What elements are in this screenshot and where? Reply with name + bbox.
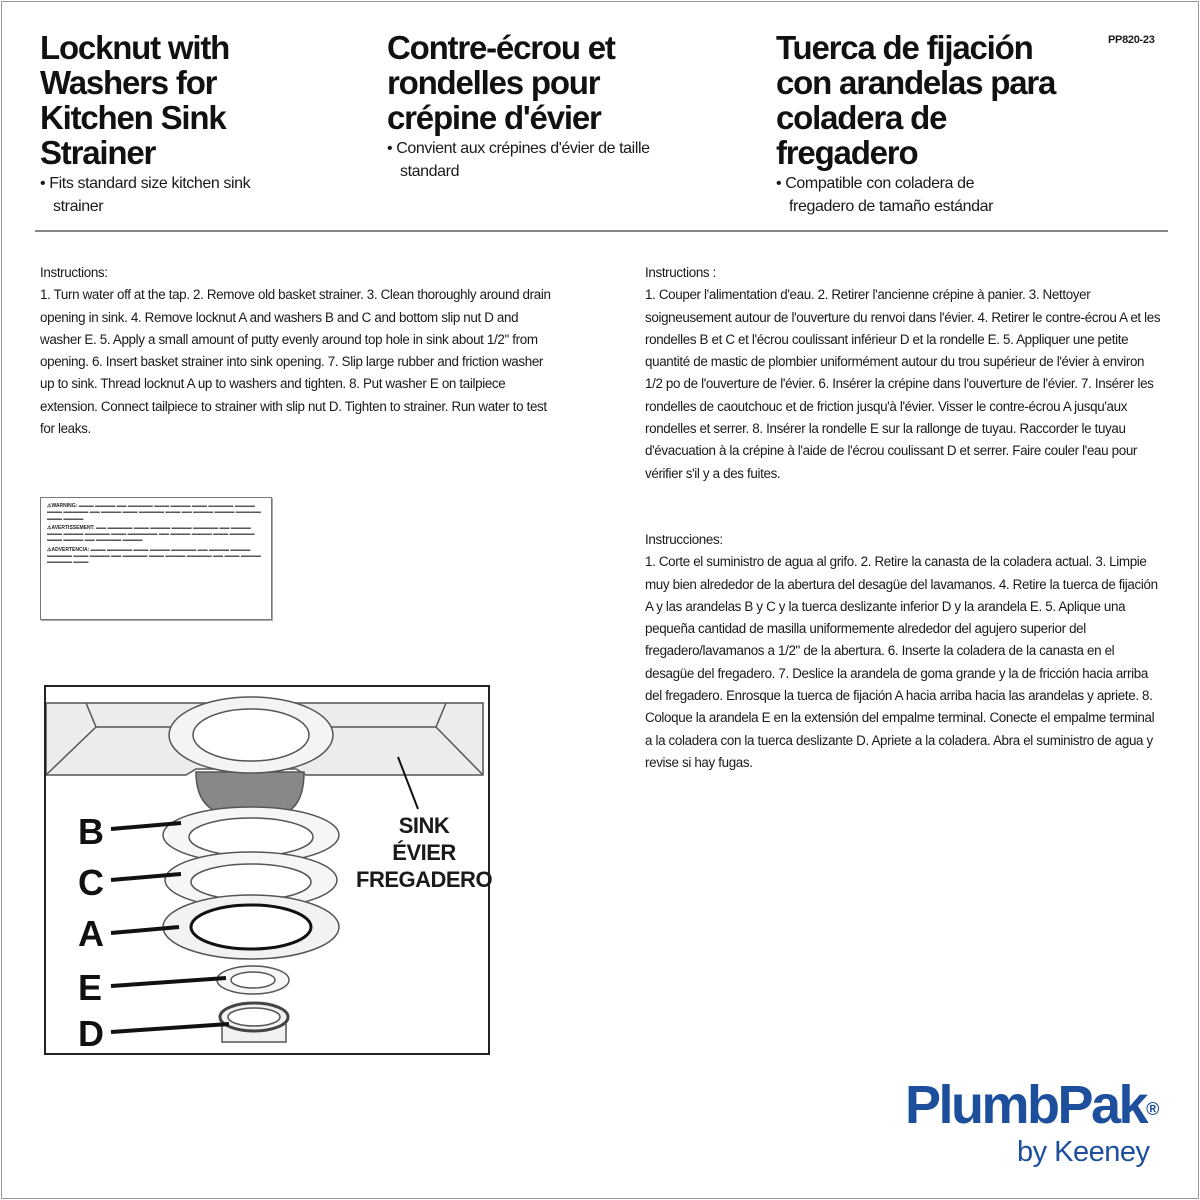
locknut-a — [163, 895, 339, 959]
sink-label-fr: ÉVIER — [392, 840, 456, 865]
plumbpak-logo — [905, 1075, 1159, 1169]
sink-label-es: FREGADERO — [356, 867, 493, 892]
bullet-english: • Fits standard size kitchen sink strainer — [40, 175, 251, 215]
part-label-c: C — [78, 862, 104, 903]
logo-byline: by Keeney — [1017, 1136, 1150, 1168]
bullet-spanish: • Compatible con coladera de fregadero de tamaño estándar — [776, 175, 994, 215]
warning-heading-en: ⚠WARNING: — [47, 503, 78, 509]
sink-label — [356, 812, 492, 893]
product-code: PP820-23 — [1108, 34, 1155, 46]
part-label-a: A — [78, 913, 104, 954]
title-spanish: Tuerca de fijación con arandelas para coladera de fregadero — [776, 29, 1056, 171]
instructions-english — [40, 262, 560, 440]
bullet-french: • Convient aux crépines d'évier de taille standard — [387, 140, 650, 180]
logo-brand-text: PlumbPak — [905, 1075, 1147, 1135]
washer-e — [217, 966, 289, 994]
instructions-heading: Instrucciones: — [645, 532, 723, 547]
instructions-heading: Instructions : — [645, 265, 717, 280]
part-label-b: B — [78, 811, 104, 852]
basket-strainer — [169, 697, 333, 815]
exploded-diagram — [44, 685, 493, 1055]
logo-brand — [905, 1075, 1159, 1135]
title-french: Contre-écrou et rondelles pour crépine d'évier — [387, 29, 615, 136]
header-french — [387, 30, 747, 183]
instructions-text: 1. Corte el suministro de agua al grifo. 2. Retire la canasta de la coladera actual. 3. Limpie muy bien alrededor de la abertura del desagüe del lavamanos. 4. Retire la tuerca de fijación A y las arandelas B y C y la tuerca deslizante inferior D y la arandela E. 5. Aplique una pequeña cantidad de masilla uniformemente alrededor del agujero superior del fregadero/lavamanos a 1/2" de la abertura. 6. Inserte la coladera de la canasta en el desagüe del fregadero. 7. Deslice la arandela de goma grande y la de fricción hacia arriba del fregadero. Enrosque la tuerca de fijación A hacia arriba hacia las arandelas y apriete. 8. Coloque la arandela E en la extensión del empalme terminal. Conecte el empalme terminal a la coladera con la tuerca deslizante D. Apriete a la coladera. Abra el suministro de agua y revise si hay fugas. — [645, 554, 1158, 770]
sink-label-en: SINK — [398, 813, 450, 838]
warning-heading-fr: ⚠AVERTISSEMENT: — [47, 524, 95, 531]
header-english — [40, 30, 340, 218]
instructions-heading: Instructions: — [40, 265, 108, 280]
slip-nut-d — [220, 1003, 288, 1042]
part-label-d: D — [78, 1013, 104, 1054]
instructions-french — [645, 262, 1163, 485]
instructions-text: 1. Couper l'alimentation d'eau. 2. Retirer l'ancienne crépine à panier. 3. Nettoyer soigneusement autour de l'ouverture du renvoi dans l'évier. 4. Retirer le contre-écrou A et les rondelles B et C et l'écrou coulissant inférieur D et la rondelle E. 5. Appliquer une petite quantité de mastic de plombier uniformément autour du trou supérieur de l'évier à environ 1/2 po de l'ouverture de l'évier. 6. Insérer la crépine dans l'ouverture de l'évier. 7. Insérer les rondelles de caoutchouc et de friction jusqu'à l'évier. Visser le contre-écrou A jusqu'aux rondelles et serrer. 8. Insérer la rondelle E sur la rallonge de tuyau. Raccorder le tuyau d'évacuation à la crépine à l'aide de l'écrou coulissant D et serrer. Faire couler l'eau pour vérifier s'il y a des fuites. — [645, 287, 1161, 481]
prop65-warning-box: ⚠WARNING: ▬▬▬ ▬▬▬▬ ▬▬ ▬▬▬▬▬ ▬▬▬ ▬▬▬▬ ▬▬▬ ▬▬▬▬▬ ▬▬▬▬ ▬▬▬ ▬▬▬▬▬ ▬▬ ▬▬▬▬ ▬▬▬ ▬▬▬▬▬ ▬▬▬ ▬▬ ▬▬▬▬ ▬▬▬▬ ▬▬▬▬▬ ▬▬▬ ▬▬▬▬ ⚠AVERTISSEMENT: ▬▬ ▬▬▬▬▬ ▬▬▬ ▬▬▬▬ ▬▬▬▬ ▬▬▬▬▬ ▬▬ ▬▬▬▬ ▬▬▬ ▬▬▬▬ ▬▬▬▬▬ ▬▬▬ ▬▬▬▬▬▬ ▬▬ ▬▬▬▬ ▬▬▬▬ ▬▬▬ ▬▬▬▬▬ ▬▬▬ ▬▬▬▬ ▬▬ ▬▬▬▬▬ ▬▬▬▬ ⚠ADVERTENCIA: ▬▬▬ ▬▬▬▬▬ ▬▬▬ ▬▬▬▬ ▬▬▬▬▬ ▬▬ ▬▬▬▬ ▬▬▬▬ ▬▬▬▬▬ ▬▬▬ ▬▬▬▬ ▬▬ ▬▬▬▬▬ ▬▬▬ ▬▬▬▬ ▬▬▬▬▬ ▬▬ ▬▬▬ ▬▬▬▬ ▬▬▬▬▬ ▬▬▬ — [40, 497, 272, 620]
registered-mark: ® — [1146, 1099, 1160, 1119]
header-divider — [35, 230, 1168, 232]
instructions-text: 1. Turn water off at the tap. 2. Remove old basket strainer. 3. Clean thoroughly around drain opening in sink. 4. Remove locknut A and washers B and C and bottom slip nut D and washer E. 5. Apply a small amount of putty evenly around top hole in sink about 1/2" from opening. 6. Insert basket strainer into sink opening. 7. Slip large rubber and friction washer up to sink. Thread locknut A up to washers and tighten. 8. Put washer E on tailpiece extension. Connect tailpiece to strainer with slip nut D. Tighten to strainer. Run water to test for leaks. — [40, 287, 551, 437]
instructions-spanish — [645, 529, 1163, 774]
title-english: Locknut with Washers for Kitchen Sink Strainer — [40, 29, 230, 171]
part-label-e: E — [78, 967, 103, 1008]
header-spanish — [776, 30, 1096, 218]
warning-heading-es: ⚠ADVERTENCIA: — [47, 546, 90, 553]
